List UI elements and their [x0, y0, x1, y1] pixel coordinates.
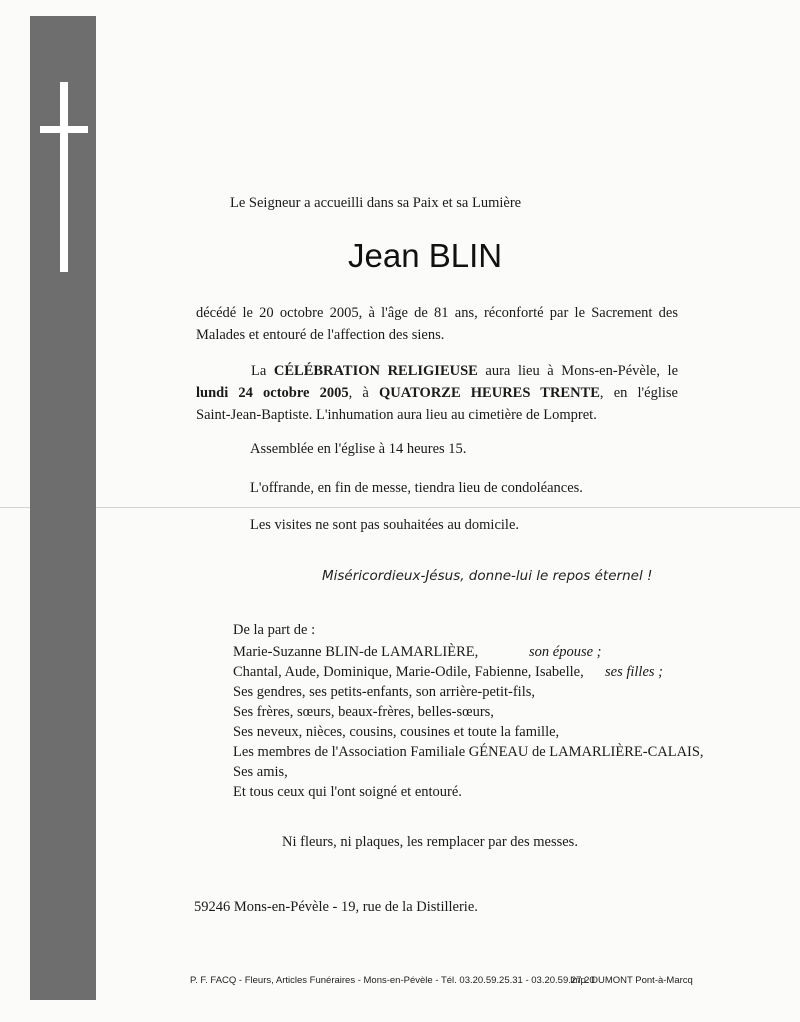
wife-role: son épouse ; — [529, 644, 602, 660]
ceremony-paragraph — [196, 360, 678, 426]
prayer-line: Miséricordieux-Jésus, donne-lui le repos éternel ! — [322, 568, 653, 584]
ceremony-date: lundi 24 octobre 2005 — [196, 385, 349, 401]
death-announcement — [196, 302, 678, 346]
family-wife: Marie-Suzanne BLIN-de LAMARLIÈRE, son épouse ; — [233, 644, 602, 660]
family-list — [233, 620, 704, 802]
family-line: Ses gendres, ses petits-enfants, son arrière-petit-fils, — [233, 684, 535, 700]
cross-vertical-bar — [60, 82, 68, 272]
death-line-2: Malades et entouré de l'affection des siens. — [196, 327, 445, 343]
family-line: Ses neveux, nièces, cousins, cousines et toute la famille, — [233, 724, 560, 740]
funeral-home-footer: P. F. FACQ - Fleurs, Articles Funéraires - Mons-en-Pévèle - Tél. 03.20.59.25.31 - 03.20.59.27.20 — [190, 975, 595, 986]
paper-fold-line — [0, 507, 800, 508]
daughters-role: ses filles ; — [605, 664, 663, 680]
deceased-name: Jean BLIN — [348, 237, 503, 274]
ceremony-line-3: Saint-Jean-Baptiste. L'inhumation aura lieu au cimetière de Lompret. — [196, 407, 597, 423]
family-daughters: Chantal, Aude, Dominique, Marie-Odile, Fabienne, Isabelle, ses filles ; — [233, 664, 663, 680]
flowers-line: Ni fleurs, ni plaques, les remplacer par des messes. — [282, 834, 578, 850]
offering-line: L'offrande, en fin de messe, tiendra lieu de condoléances. — [250, 480, 583, 496]
ceremony-line-2: lundi 24 octobre 2005, à QUATORZE HEURES TRENTE, en l'église — [196, 385, 678, 401]
ceremony-line-1: La CÉLÉBRATION RELIGIEUSE aura lieu à Mons-en-Pévèle, le — [251, 363, 678, 379]
family-line: Les membres de l'Association Familiale GÉNEAU de LAMARLIÈRE-CALAIS, — [233, 744, 704, 760]
death-line-1: décédé le 20 octobre 2005, à l'âge de 81 ans, réconforté par le Sacrement des — [196, 305, 678, 321]
cross-horizontal-bar — [40, 126, 88, 133]
ceremony-label: CÉLÉBRATION RELIGIEUSE — [273, 363, 478, 379]
family-line: Ses amis, — [233, 764, 288, 780]
intro-line: Le Seigneur a accueilli dans sa Paix et sa Lumière — [230, 195, 522, 211]
ceremony-time: QUATORZE HEURES TRENTE — [378, 385, 600, 401]
visits-line: Les visites ne sont pas souhaitées au domicile. — [250, 517, 520, 533]
address-line: 59246 Mons-en-Pévèle - 19, rue de la Distillerie. — [194, 899, 478, 915]
family-line: Ses frères, sœurs, beaux-frères, belles-sœurs, — [233, 704, 494, 720]
family-heading: De la part de : — [233, 622, 316, 638]
assembly-line: Assemblée en l'église à 14 heures 15. — [250, 441, 467, 457]
printer-footer: Imp. DUMONT Pont-à-Marcq — [570, 975, 693, 986]
family-line: Et tous ceux qui l'ont soigné et entouré. — [233, 784, 462, 800]
